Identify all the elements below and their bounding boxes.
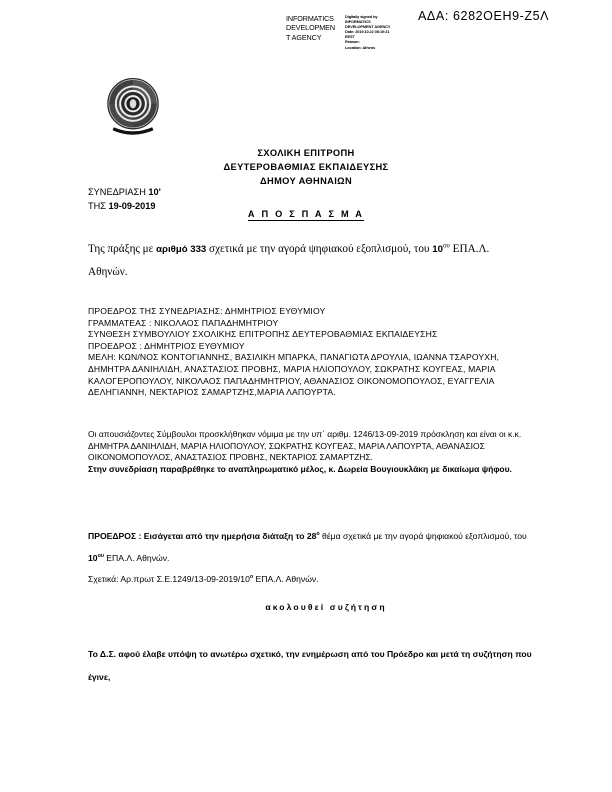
praxi-school-suffix: ου	[442, 241, 450, 250]
council-president: ΠΡΟΕΔΡΟΣ : ΔΗΜΗΤΡΙΟΣ ΕΥΘΥΜΙΟΥ	[88, 340, 245, 351]
agenda-related-line	[88, 569, 530, 591]
signature-detail-date: Date: 2019.10.22 08:10:21	[345, 29, 390, 35]
agenda-related-tail: ΕΠΑ.Λ. Αθηνών.	[253, 574, 319, 584]
agenda-related-suffix: ο	[249, 574, 254, 581]
praxi-paragraph	[88, 238, 528, 283]
signature-agency-line-2: DEVELOPMEN	[286, 23, 335, 33]
praxi-number: αριθμό 333	[156, 244, 207, 255]
praxi-school-number: 10	[432, 244, 443, 255]
committee-heading	[0, 146, 612, 189]
praxi-part-3: ΕΠΑ.Λ. Αθηνών.	[88, 243, 490, 278]
praxi-part-1: Της πράξης με	[88, 243, 157, 255]
council-members: ΜΕΛΗ: ΚΩΝ/ΝΟΣ ΚΟΝΤΟΓΙΑΝΝΗΣ, ΒΑΣΙΛΙΚΗ ΜΠΑΡΚΑ, ΠΑΝΑΓΙΩΤΑ ΔΡΟΥΛΙΑ, ΙΩΑΝΝΑ ΤΣΑΡΟΥΧΗ, ΔΗΜΗΤΡΑ ΔΑΝΙΗΛΙΔΗ, ΑΝΑΣΤΑΣΙΟΣ ΠΡΟΒΗΣ, ΜΑΡΙΑ ΗΛΙΟΠΟΥΛΟΥ, ΣΩΚΡΑΤΗΣ ΚΟΥΓΕΑΣ, ΜΑΡΙΑ ΚΑΛΟΓΕΡΟΠΟΥΛΟΥ, ΝΙΚΟΛΑΟΣ ΠΑΠΑΔΗΜΗΤΡΙΟΥ, ΑΘΑΝΑΣΙΟΣ ΟΙΚΟΝΟΜΟΠΟΥΛΟΣ, ΕΥΑΓΓΕΛΙΑ ΔΕΛΗΓΙΑΝΝΗ, ΝΕΚΤΑΡΙΟΣ ΣΑΜΑΡΤΖΗΣ,ΜΑΡΙΑ ΛΑΠΟΥΡΤΑ.	[88, 352, 500, 398]
officials-block	[88, 306, 533, 399]
extract-title-text: Α Π Ο Σ Π Α Σ Μ Α	[247, 209, 365, 219]
follows-discussion-label: ακολουθεί συζήτηση	[265, 602, 387, 612]
ada-code: ΑΔΑ: 6282ΟΕΗ9-Ζ5Λ	[418, 9, 550, 23]
session-secretary: ΓΡΑΜΜΑΤΕΑΣ : ΝΙΚΟΛΑΟΣ ΠΑΠΑΔΗΜΗΤΡΙΟΥ	[88, 317, 279, 328]
digital-signature-stamp	[286, 14, 407, 50]
signature-detail-reason: Reason:	[345, 39, 360, 45]
agenda-school-number: 10	[88, 552, 98, 563]
substitute-member-text: Στην συνεδρίαση παραβρέθηκε το αναπληρωματικό μέλος, κ. Δωρεία Βουγιουκλάκη με δικαίωμα ψήφου.	[88, 463, 512, 474]
signature-details	[345, 14, 407, 50]
committee-line-3: ΔΗΜΟΥ ΑΘΗΝΑΙΩΝ	[259, 176, 353, 187]
signature-agency-line-1: INFORMATICS	[286, 14, 334, 23]
agenda-item-line	[88, 526, 530, 569]
absent-members-text: Οι απουσιάζοντες Σύμβουλοι προσκλήθηκαν νόμιμα με την υπ΄ αριθμ. 1246/13-09-2019 πρόσκληση και είναι οι κ.κ. ΔΗΜΗΤΡΑ ΔΑΝΙΗΛΙΔΗ, ΜΑΡΙΑ ΗΛΙΟΠΟΥΛΟΥ, ΣΩΚΡΑΤΗΣ ΚΟΥΓΕΑΣ, ΜΑΡΙΑ ΛΑΠΟΥΡΤΑ, ΑΘΑΝΑΣΙΟΣ ΟΙΚΟΝΟΜΟΠΟΥΛΟΣ, ΑΝΑΣΤΑΣΙΟΣ ΠΡΟΒΗΣ, ΝΕΚΤΑΡΙΟΣ ΣΑΜΑΡΤΖΗΣ.	[88, 429, 522, 463]
agenda-part-2: θέμα σχετικά με την αγορά ψηφιακού εξοπλισμού, του	[319, 531, 527, 541]
signature-agency-line-3: T AGENCY	[286, 32, 322, 42]
session-label: ΣΥΝΕΔΡΙΑΣΗ	[88, 187, 149, 197]
absent-members-block	[88, 429, 530, 475]
signature-detail-timezone: EEST	[345, 34, 355, 40]
signature-detail-location: Location: Athens	[345, 44, 376, 50]
agenda-item-number: 28	[306, 531, 317, 541]
extract-title	[0, 209, 612, 219]
session-date-value: 19-09-2019	[108, 200, 156, 211]
praxi-part-2: σχετικά με την αγορά ψηφιακού εξοπλισμού, του	[206, 243, 433, 255]
agenda-part-3: ΕΠΑ.Λ. Αθηνών.	[103, 552, 170, 563]
agenda-school-suffix: ου	[97, 552, 104, 559]
signature-agency-name	[286, 14, 342, 42]
agenda-related-ref: Σχετικά: Αρ.πρωτ Σ.Ε.1249/13-09-2019/10	[88, 574, 250, 584]
agenda-item-suffix: ο	[316, 531, 320, 538]
agenda-part-1: ΠΡΟΕΔΡΟΣ : Εισάγεται από την ημερήσια διάταξη το	[88, 531, 307, 541]
signature-detail-org-2: DEVELOPMENT AGENCY	[345, 24, 391, 30]
session-president: ΠΡΟΕΔΡΟΣ ΤΗΣ ΣΥΝΕΔΡΙΑΣΗΣ: ΔΗΜΗΤΡΙΟΣ ΕΥΘΥΜΙΟΥ	[88, 306, 326, 316]
municipality-emblem-icon	[100, 74, 166, 140]
session-number-line	[88, 186, 161, 200]
committee-line-1: ΣΧΟΛΙΚΗ ΕΠΙΤΡΟΠΗ	[257, 148, 355, 158]
president-agenda-item	[88, 526, 530, 591]
signature-detail-org-1: INFORMATICS	[345, 19, 371, 25]
council-composition-heading: ΣΥΝΘΕΣΗ ΣΥΜΒΟΥΛΙΟΥ ΣΧΟΛΙΚΗΣ ΕΠΙΤΡΟΠΗΣ ΔΕΥΤΕΡΟΒΑΘΜΙΑΣ ΕΚΠΑΙΔΕΥΣΗΣ	[88, 329, 438, 340]
closing-paragraph: Το Δ.Σ. αφού έλαβε υπόψη το ανωτέρω σχετικό, την ενημέρωση από του Πρόεδρο και μετά τη συζήτηση που έγινε,	[88, 649, 532, 682]
session-number: 10'	[148, 187, 161, 197]
session-date-label: ΤΗΣ	[88, 200, 109, 211]
signature-detail-signed-by: Digitally signed by	[345, 14, 378, 19]
committee-line-2: ΔΕΥΤΕΡΟΒΑΘΜΙΑΣ ΕΚΠΑΙΔΕΥΣΗΣ	[223, 162, 389, 173]
